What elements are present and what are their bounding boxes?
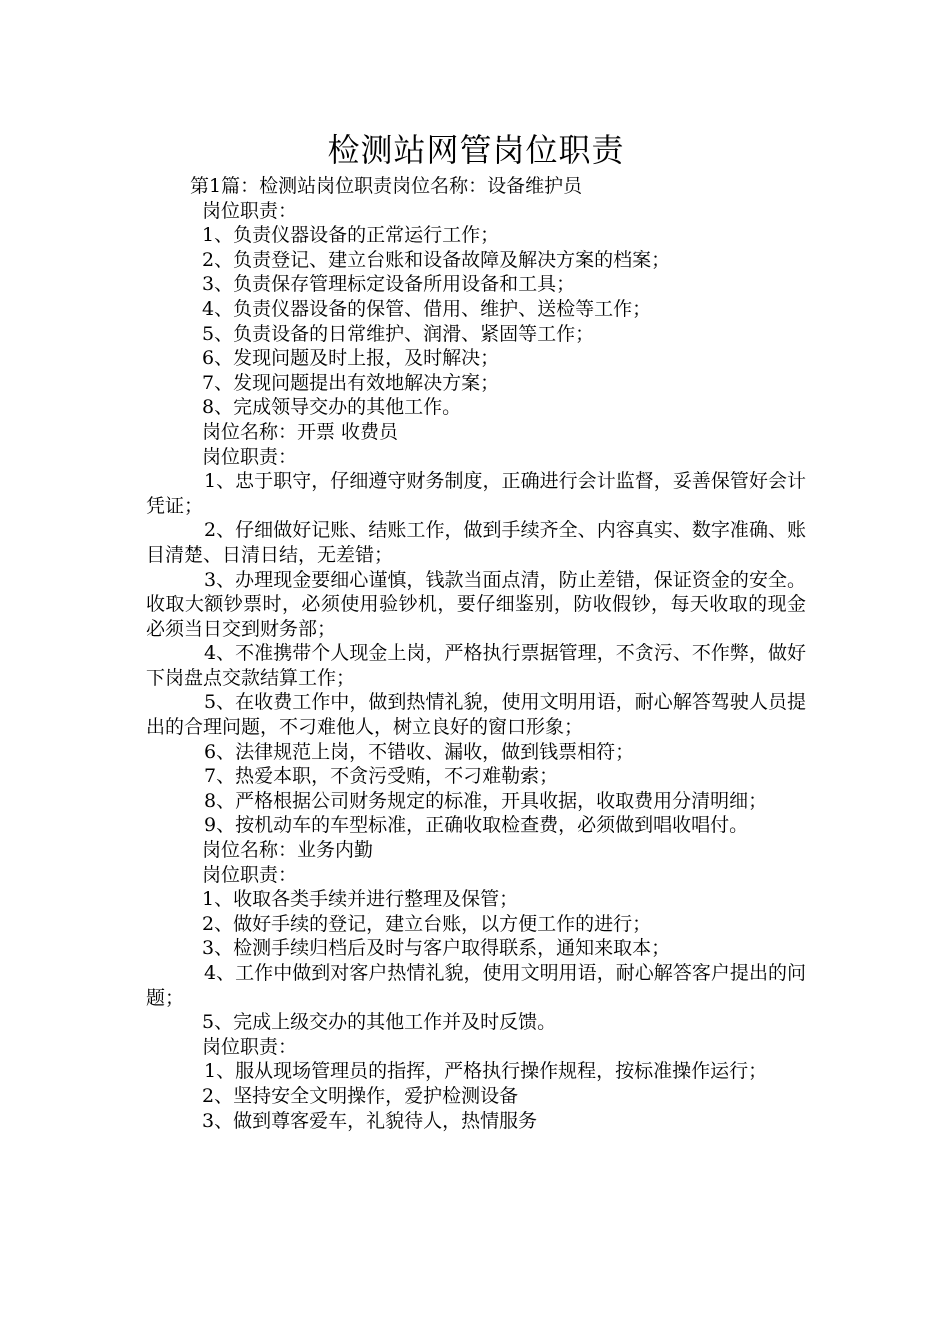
paragraph: 5、完成上级交办的其他工作并及时反馈。 [202,1011,557,1034]
paragraph: 3、办理现金要细心谨慎，钱款当面点清，防止差错，保证资金的安全。收取大额钞票时，必须使用验钞机，要仔细鉴别，防收假钞，每天收取的现金必须当日交到财务部； [146,568,806,640]
document-title: 检测站网管岗位职责 [327,131,625,169]
paragraph: 8、严格根据公司财务规定的标准，开具收据，收取费用分清明细； [204,789,768,812]
document-subtitle: 第1篇：检测站岗位职责岗位名称：设备维护员 [190,175,583,197]
paragraph: 4、不准携带个人现金上岗，严格执行票据管理，不贪污、不作弊，做好下岗盘点交款结算工作； [146,642,806,689]
paragraph: 8、完成领导交办的其他工作。 [202,396,462,419]
paragraph: 6、法律规范上岗，不错收、漏收，做到钱票相符； [204,740,635,763]
document-page [146,128,806,1133]
paragraph: 1、服从现场管理员的指挥，严格执行操作规程，按标准操作运行； [204,1060,768,1083]
paragraph: 岗位职责： [202,445,298,468]
paragraph: 4、负责仪器设备的保管、借用、维护、送检等工作； [202,297,652,320]
paragraph: 岗位名称：业务内勤 [202,839,374,862]
paragraph: 5、在收费工作中，做到热情礼貌，使用文明用语，耐心解答驾驶人员提出的合理问题，不刁难他人，树立良好的窗口形象； [146,691,806,739]
paragraph: 2、仔细做好记账、结账工作，做到手续齐全、内容真实、数字准确、账目清楚、日清日结，无差错； [146,519,806,566]
paragraph: 3、检测手续归档后及时与客户取得联系，通知来取本； [202,937,671,960]
paragraph: 1、忠于职守，仔细遵守财务制度，正确进行会计监督，妥善保管好会计凭证； [146,470,806,517]
paragraph: 2、做好手续的登记，建立台账，以方便工作的进行； [202,912,652,935]
paragraph: 3、负责保存管理标定设备所用设备和工具； [202,273,576,296]
paragraph: 岗位职责： [202,1035,298,1058]
paragraph: 7、发现问题提出有效地解决方案； [202,371,500,394]
paragraph: 2、坚持安全文明操作，爱护检测设备 [202,1084,519,1107]
paragraph: 1、收取各类手续并进行整理及保管； [202,888,519,911]
paragraph: 1、负责仪器设备的正常运行工作； [202,224,500,247]
paragraph: 9、按机动车的车型标准，正确收取检查费，必须做到唱收唱付。 [204,814,749,837]
paragraph: 4、工作中做到对客户热情礼貌，使用文明用语，耐心解答客户提出的问题； [146,962,806,1009]
paragraph: 2、负责登记、建立台账和设备故障及解决方案的档案； [202,248,671,271]
paragraph: 岗位职责： [202,863,298,886]
paragraph: 3、做到尊客爱车，礼貌待人，热情服务 [202,1109,538,1132]
paragraph: 7、热爱本职，不贪污受贿，不刁难勒索； [204,765,559,788]
paragraph: 6、发现问题及时上报，及时解决； [202,347,500,370]
paragraph: 岗位名称：开票 收费员 [202,420,399,443]
paragraph: 岗位职责： [202,199,298,222]
paragraph: 5、负责设备的日常维护、润滑、紧固等工作； [202,322,595,345]
